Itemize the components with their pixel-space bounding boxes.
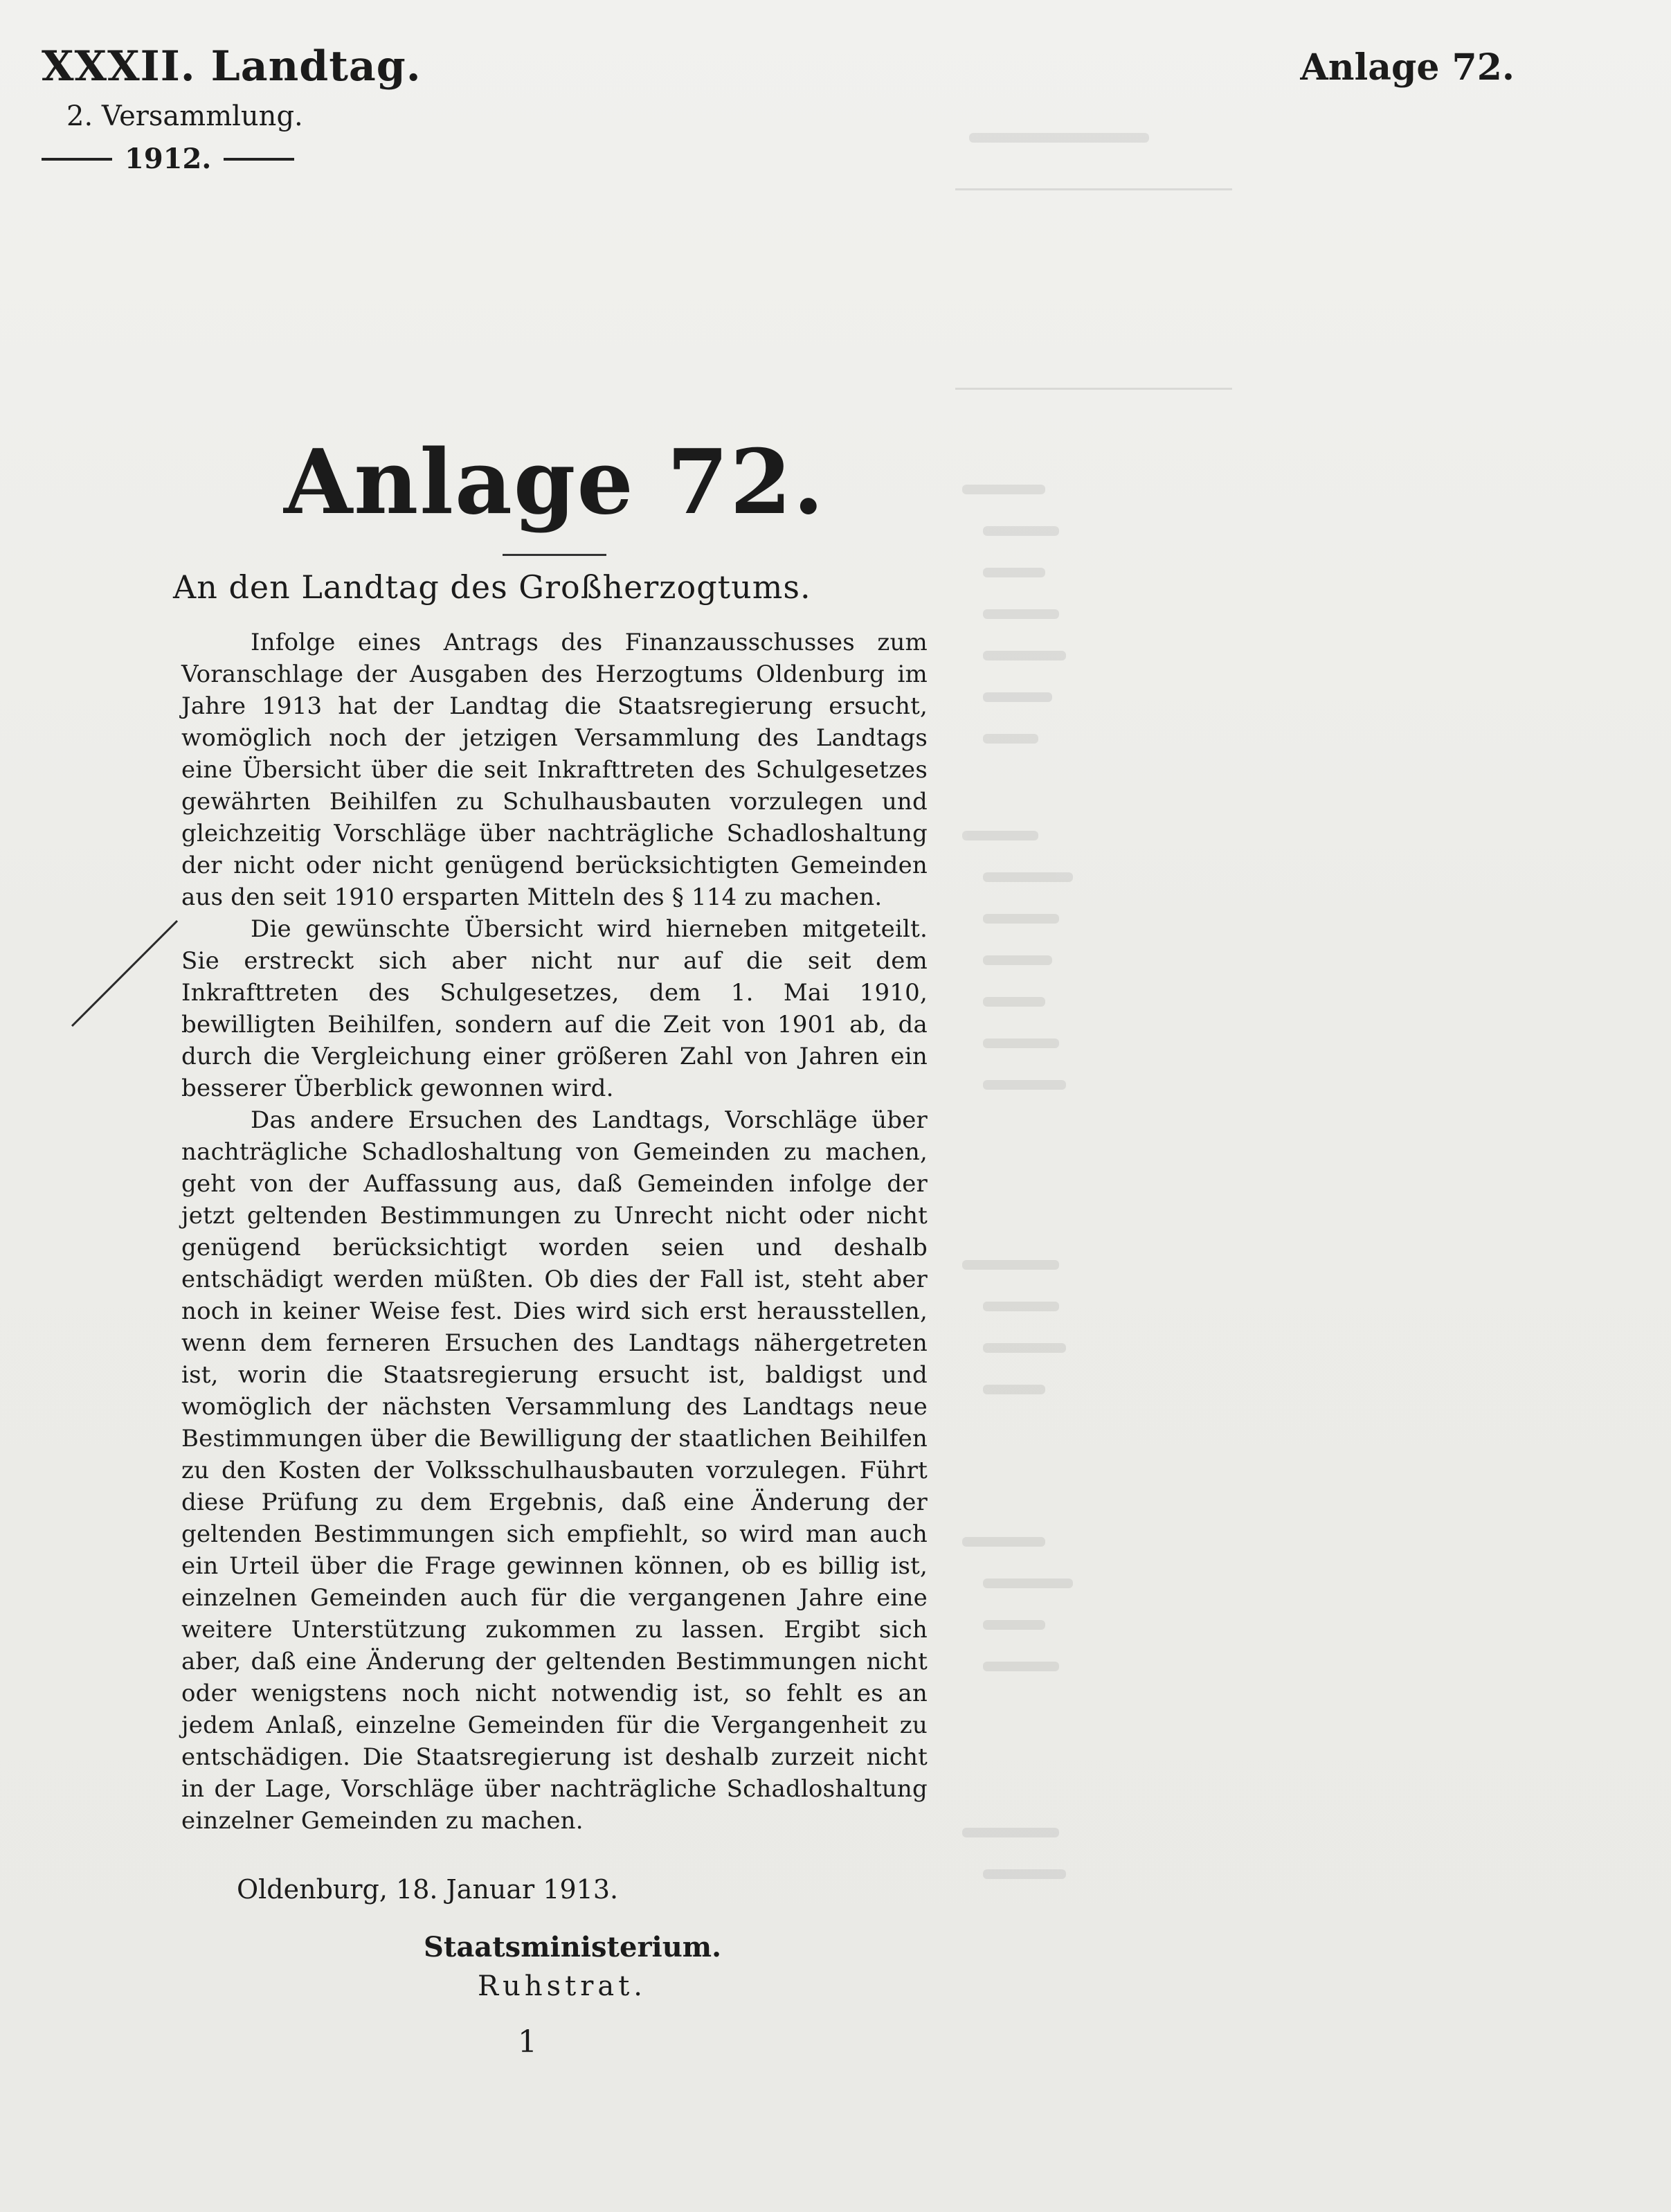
signer-name: Ruhstrat.: [478, 1970, 647, 2002]
place-date: Oldenburg, 18. Januar 1913.: [237, 1874, 619, 1905]
annex-reference: Anlage 72.: [1300, 46, 1515, 89]
document-body: [173, 431, 928, 2006]
year-line: [42, 141, 422, 177]
paragraph: Die gewünschte Übersicht wird hierneben mitgeteilt. Sie erstreckt sich aber nicht nur auf die seit dem Inkrafttreten des Schulgesetzes, dem 1. Mai 1910, bewilligten Beihilfen, sondern auf die Zeit von 1901 ab, da durch die Vergleichung einer größeren Zahl von Jahren ein besserer Überblick gewonnen wird.: [181, 915, 928, 1102]
paragraph: Das andere Ersuchen des Landtags, Vorschläge über nachträgliche Schadloshaltung von Gemeinden zu machen, geht von der Auffassung aus, daß Gemeinden infolge der jetzt geltenden Bestimmungen zu Unrecht nicht oder nicht genügend berücksichtigt worden seien und deshalb entschädigt werden müßten. Ob dies der Fall ist, steht aber noch in keiner Weise fest. Dies wird sich erst herausstellen, wenn dem ferneren Ersuchen des Landtags nähergetreten ist, worin die Staatsregierung ersucht ist, baldigst und womöglich der nächsten Versammlung des Landtags neue Bestimmungen über die Bewilligung der staatlichen Beihilfen zu den Kosten der Volksschulhausbauten vorzulegen. Führt diese Prüfung zu dem Ergebnis, daß eine Änderung der geltenden Bestimmungen sich empfiehlt, so wird man auch ein Urteil über die Frage gewinnen können, ob es billig ist, einzelnen Gemeinden auch für die vergangenen Jahre eine weitere Unterstützung zukommen zu lassen. Ergibt sich aber, daß eine Änderung der geltenden Bestimmungen nicht oder wenigstens noch nicht notwendig ist, so fehlt es an jedem Anlaß, einzelne Gemeinden für die Vergangenheit zu entschädigen. Die Staatsregierung ist deshalb zurzeit nicht in der Lage, Vorschläge über nachträgliche Schadloshaltung einzelner Gemeinden zu machen.: [181, 1106, 928, 1835]
ministry-name: Staatsministerium.: [424, 1931, 722, 1963]
header-left: [42, 40, 422, 177]
session-label: 2. Versammlung.: [66, 100, 303, 132]
title-divider: [503, 554, 606, 556]
bleed-through-table: [955, 42, 1647, 1911]
year-label: 1912.: [125, 143, 212, 175]
dash-right: [224, 158, 294, 161]
document-title: Anlage 72.: [283, 431, 826, 534]
page-number: 1: [518, 2024, 537, 2060]
signature-block: [424, 1928, 722, 2006]
body-text: [181, 627, 928, 1837]
address-line: An den Landtag des Großherzogtums.: [173, 568, 811, 606]
paragraph: Infolge eines Antrags des Finanzausschusses zum Voranschlage der Ausgaben des Herzogtums Oldenburg im Jahre 1913 hat der Landtag die Staatsregierung ersucht, womöglich noch der jetzigen Versammlung des Landtags eine Übersicht über die seit Inkrafttreten des Schulgesetzes gewährten Beihilfen zu Schulhausbauten vorzulegen und gleichzeitig Vorschläge über nachträgliche Schadloshaltung der nicht oder nicht genügend berücksichtigten Gemeinden aus den seit 1910 ersparten Mitteln des § 114 zu machen.: [181, 629, 928, 911]
dash-left: [42, 158, 112, 161]
assembly-title: XXXII. Landtag.: [42, 42, 422, 91]
pen-stroke-mark: [66, 914, 184, 1032]
